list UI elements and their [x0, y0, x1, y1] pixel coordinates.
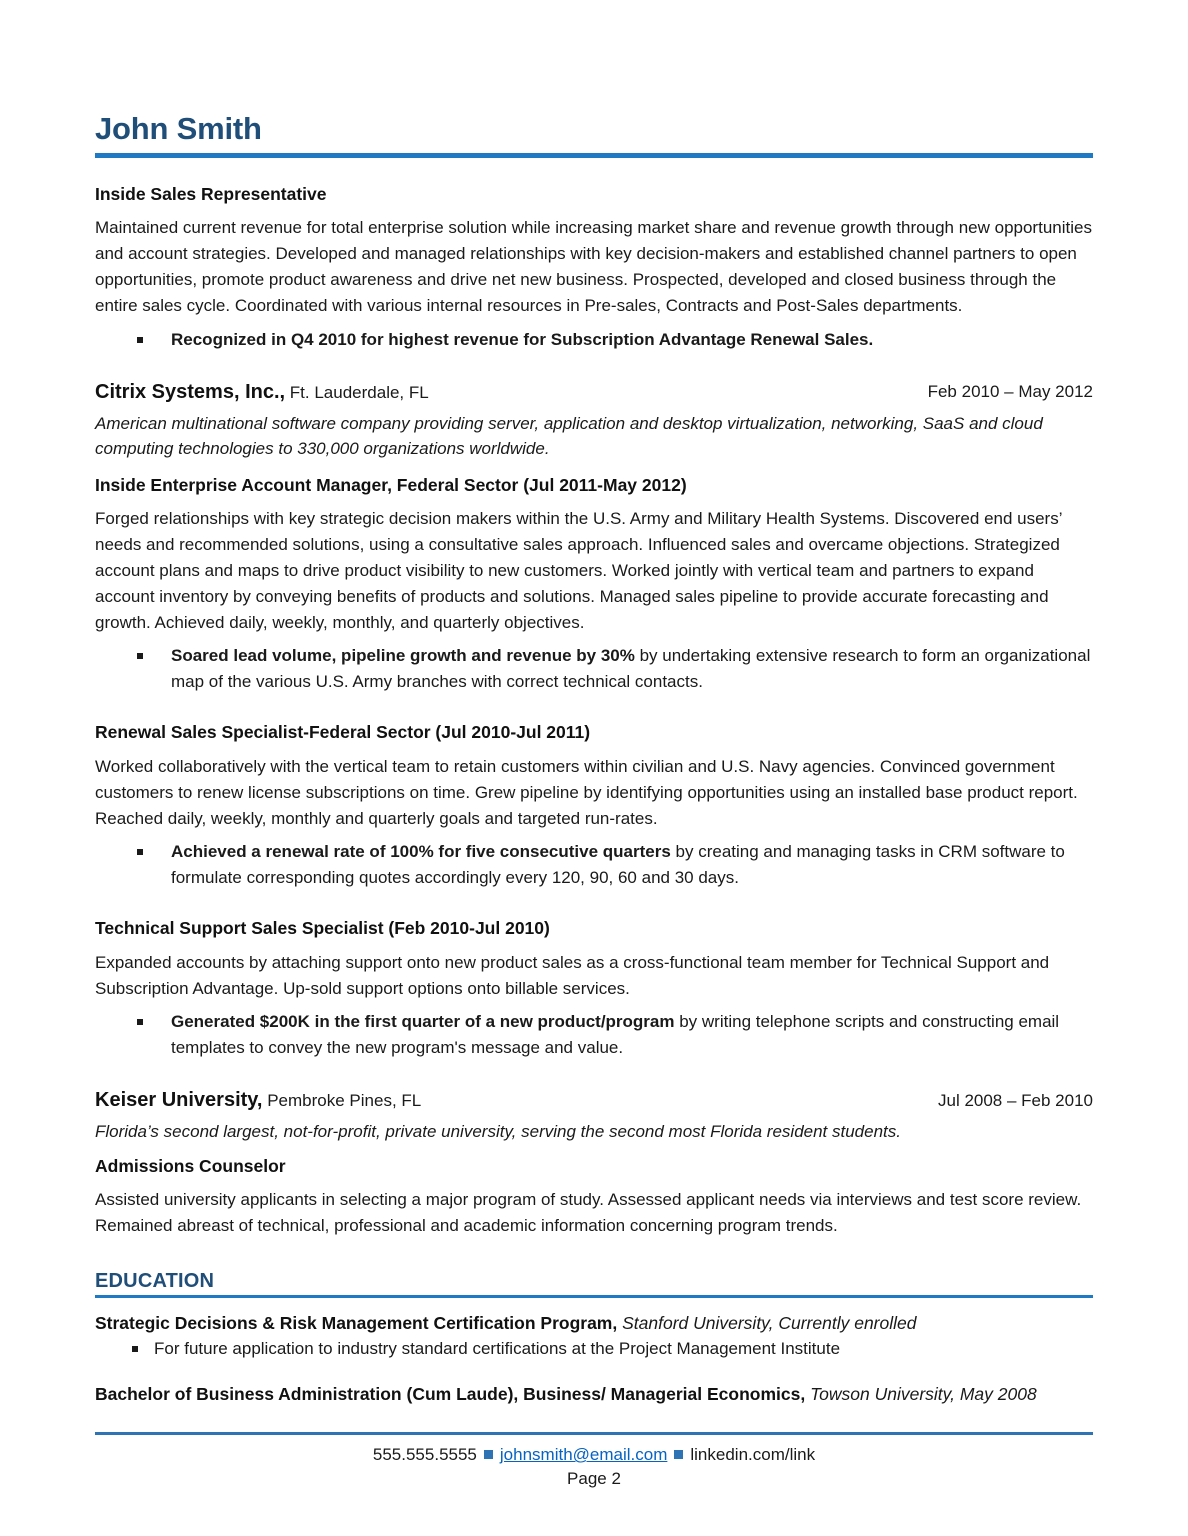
achievement-list	[95, 327, 1093, 353]
role-renewal-sales-specialist	[95, 721, 1093, 891]
resume-header	[95, 0, 1093, 158]
role-description: Assisted university applicants in selecting a major program of study. Assessed applicant needs via interviews and test score review. Remained abreast of technical, professional and academic information concerning program trends.	[95, 1190, 1082, 1236]
footer-divider	[95, 1432, 1093, 1435]
role-technical-support-sales-specialist	[95, 917, 1093, 1061]
education-bullet-list	[95, 1336, 1093, 1362]
square-separator-icon	[484, 1450, 493, 1459]
company-location: Pembroke Pines, FL	[262, 1091, 422, 1111]
page-title: John Smith	[95, 111, 262, 146]
square-separator-icon	[674, 1450, 683, 1459]
experience-continued-role	[95, 184, 1093, 353]
role-description: Forged relationships with key strategic decision makers within the U.S. Army and Military Health Systems. Discovered end users’ needs and recommended solutions, using a consultative sales approach. Influenced sales and overcame objections. Strategized account plans and maps to drive product visibility to new customers. Worked jointly with vertical team and partners to expand account inventory by conveying benefits of products and solutions. Managed sales pipeline to provide accurate forecasting and growth. Achieved daily, weekly, monthly, and quarterly objectives.	[95, 509, 1062, 632]
role-description: Expanded accounts by attaching support onto new product sales as a cross-functional team member for Technical Support and Subscription Advantage. Up-sold support options onto billable services.	[95, 952, 1050, 998]
list-item	[95, 1009, 1093, 1061]
square-bullet-icon	[137, 653, 143, 659]
company-location: Ft. Lauderdale, FL	[285, 382, 429, 402]
page-footer	[95, 1432, 1093, 1489]
footer-contact-line	[95, 1444, 1093, 1467]
list-item	[95, 327, 1093, 353]
education-degree: Strategic Decisions & Risk Management Certification Program,	[95, 1312, 618, 1333]
square-bullet-icon	[137, 849, 143, 855]
experience-entry-citrix	[95, 379, 1093, 1062]
section-heading-education: EDUCATION	[95, 1269, 215, 1292]
list-item	[95, 839, 1093, 891]
square-bullet-icon	[137, 1019, 143, 1025]
role-title: Technical Support Sales Specialist (Feb 2010-Jul 2010)	[95, 918, 550, 938]
bullet-text: by writing telephone scripts and constructing email templates to convey the new program's message and value.	[171, 1012, 1060, 1058]
role-title: Inside Enterprise Account Manager, Federal Sector (Jul 2011-May 2012)	[95, 474, 687, 495]
company-dates: Feb 2010 – May 2012	[927, 382, 1093, 402]
education-degree: Bachelor of Business Administration (Cum Laude), Business/ Managerial Economics,	[95, 1384, 806, 1405]
page-number: Page 2	[567, 1469, 621, 1488]
education-entry	[95, 1383, 1093, 1407]
bullet-text: For future application to industry standard certifications at the Project Management Institute	[154, 1338, 841, 1358]
experience-entry-keiser	[95, 1087, 1093, 1239]
phone-number: 555.555.5555	[372, 1445, 477, 1465]
linkedin-url: linkedin.com/link	[690, 1445, 816, 1465]
company-dates: Jul 2008 – Feb 2010	[937, 1090, 1093, 1110]
achievement-list	[95, 643, 1093, 695]
education-school: Stanford University, Currently enrolled	[617, 1312, 917, 1333]
bullet-text: by creating and managing tasks in CRM software to formulate corresponding quotes accordingly every 120, 90, 60 and 30 days.	[171, 842, 1065, 888]
job-title: Inside Sales Representative	[95, 183, 327, 204]
company-line	[95, 1087, 1093, 1113]
achievement-list	[95, 1009, 1093, 1061]
role-title: Admissions Counselor	[95, 1155, 286, 1176]
education-section	[95, 1269, 1093, 1407]
list-item	[95, 643, 1093, 695]
role-inside-enterprise-account-manager	[95, 474, 1093, 696]
education-school: Towson University, May 2008	[805, 1384, 1037, 1405]
achievement-list	[95, 839, 1093, 891]
bullet-highlight: Recognized in Q4 2010 for highest revenue for Subscription Advantage Renewal Sales.	[171, 329, 874, 349]
job-description: Maintained current revenue for total enterprise solution while increasing market share and revenue growth through new opportunities and account strategies. Developed and managed relationships with key decision-makers and established channel partners to open opportunities, promote product awareness and drive net new business. Prospected, developed and closed business through the entire sales cycle. Coordinated with various internal resources in Pre-sales, Contracts and Post-Sales departments.	[95, 218, 1092, 315]
company-name: Keiser University,	[95, 1089, 263, 1112]
company-description: American multinational software company providing server, application and desktop virtualization, networking, SaaS and cloud computing technologies to 330,000 organizations worldwide.	[95, 413, 1043, 459]
bullet-highlight: Soared lead volume, pipeline growth and revenue by 30%	[171, 646, 635, 666]
square-bullet-icon	[137, 337, 143, 343]
company-name: Citrix Systems, Inc.,	[95, 380, 286, 403]
bullet-highlight: Achieved a renewal rate of 100% for five consecutive quarters	[171, 842, 671, 862]
education-entry	[95, 1312, 1093, 1336]
email-link[interactable]: johnsmith@email.com	[499, 1445, 668, 1465]
bullet-text: by undertaking extensive research to form an organizational map of the various U.S. Army branches with correct technical contacts.	[171, 646, 1091, 692]
company-line	[95, 379, 1093, 405]
company-description: Florida’s second largest, not-for-profit, private university, serving the second most Florida resident students.	[95, 1122, 901, 1142]
role-description: Worked collaboratively with the vertical team to retain customers within civilian and U.S. Navy agencies. Convinced government customers to renew license subscriptions on time. Grew pipeline by identifying opportunities using an installed base product report. Reached daily, weekly, monthly and quarterly goals and targeted run-rates.	[95, 756, 1078, 828]
list-item	[95, 1336, 1093, 1362]
role-title: Renewal Sales Specialist-Federal Sector (Jul 2010-Jul 2011)	[95, 722, 591, 743]
square-bullet-icon	[132, 1346, 138, 1352]
bullet-highlight: Generated $200K in the first quarter of a new product/program	[171, 1012, 675, 1032]
